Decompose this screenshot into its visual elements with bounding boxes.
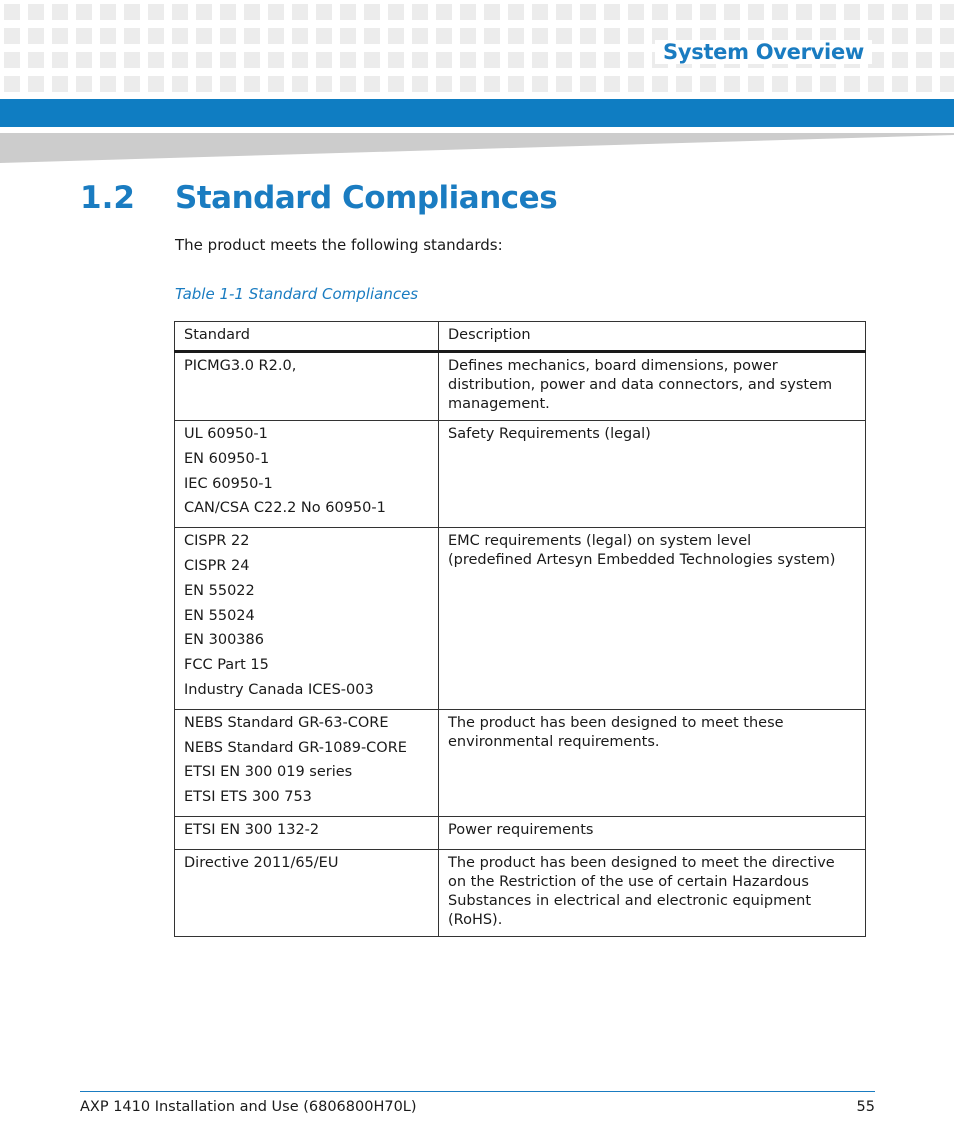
standard-item: CAN/CSA C22.2 No 60950-1 — [184, 500, 386, 517]
standard-item: CISPR 22 — [184, 533, 250, 550]
standard-item: ETSI ETS 300 753 — [184, 789, 312, 806]
standard-item: EN 60950-1 — [184, 450, 270, 467]
standard-item: NEBS Standard GR-1089-CORE — [184, 739, 407, 756]
standard-cell — [175, 528, 439, 710]
description-cell: Defines mechanics, board dimensions, power distribution, power and data connectors, and system management. — [439, 352, 866, 421]
table-row — [175, 816, 866, 849]
standard-item: PICMG3.0 R2.0, — [184, 358, 297, 374]
table-row — [175, 352, 866, 421]
table-row — [175, 709, 866, 816]
column-header-standard: Standard — [175, 322, 439, 352]
standard-cell — [175, 352, 439, 421]
footer-doc-title: AXP 1410 Installation and Use (6806800H70L) — [80, 1099, 417, 1115]
header-blue-bar — [0, 99, 954, 127]
footer-divider — [80, 1091, 875, 1092]
standard-item: NEBS Standard GR-63-CORE — [184, 714, 389, 731]
standard-item: EN 300386 — [184, 632, 264, 649]
description-cell: Safety Requirements (legal) — [439, 421, 866, 528]
standard-item: ETSI EN 300 019 series — [184, 764, 353, 781]
description-cell — [439, 528, 866, 710]
table-caption: Table 1-1 Standard Compliances — [175, 285, 419, 303]
standard-item: Industry Canada ICES-003 — [184, 681, 374, 698]
standard-item: EN 55022 — [184, 582, 255, 599]
standard-cell — [175, 849, 439, 936]
section-title: Standard Compliances — [175, 180, 558, 216]
standard-item: EN 55024 — [184, 607, 255, 624]
description-cell: Power requirements — [439, 816, 866, 849]
column-header-description: Description — [439, 322, 866, 352]
table-header-row — [175, 322, 866, 352]
description-line: EMC requirements (legal) on system level — [448, 533, 752, 550]
table-row — [175, 849, 866, 936]
standard-item: UL 60950-1 — [184, 426, 268, 442]
description-cell: The product has been designed to meet these environmental requirements. — [439, 709, 866, 816]
table-row — [175, 421, 866, 528]
standard-item: Directive 2011/65/EU — [184, 854, 339, 871]
standard-cell — [175, 816, 439, 849]
footer-page-number: 55 — [856, 1099, 875, 1115]
header-title: System Overview — [655, 40, 872, 64]
table-row — [175, 528, 866, 710]
standards-table — [174, 321, 866, 937]
standard-item: FCC Part 15 — [184, 657, 269, 674]
standard-cell — [175, 421, 439, 528]
standard-item: IEC 60950-1 — [184, 475, 273, 492]
standard-item: ETSI EN 300 132-2 — [184, 821, 320, 838]
header-gray-wedge — [0, 133, 954, 163]
description-cell: The product has been designed to meet the directive on the Restriction of the use of certain Hazardous Substances in electrical and electronic equipment (RoHS). — [439, 849, 866, 936]
standard-item: CISPR 24 — [184, 557, 250, 574]
intro-text: The product meets the following standards: — [175, 236, 503, 254]
description-line: (predefined Artesyn Embedded Technologies system) — [448, 552, 836, 569]
standard-cell — [175, 709, 439, 816]
section-number: 1.2 — [80, 180, 135, 216]
